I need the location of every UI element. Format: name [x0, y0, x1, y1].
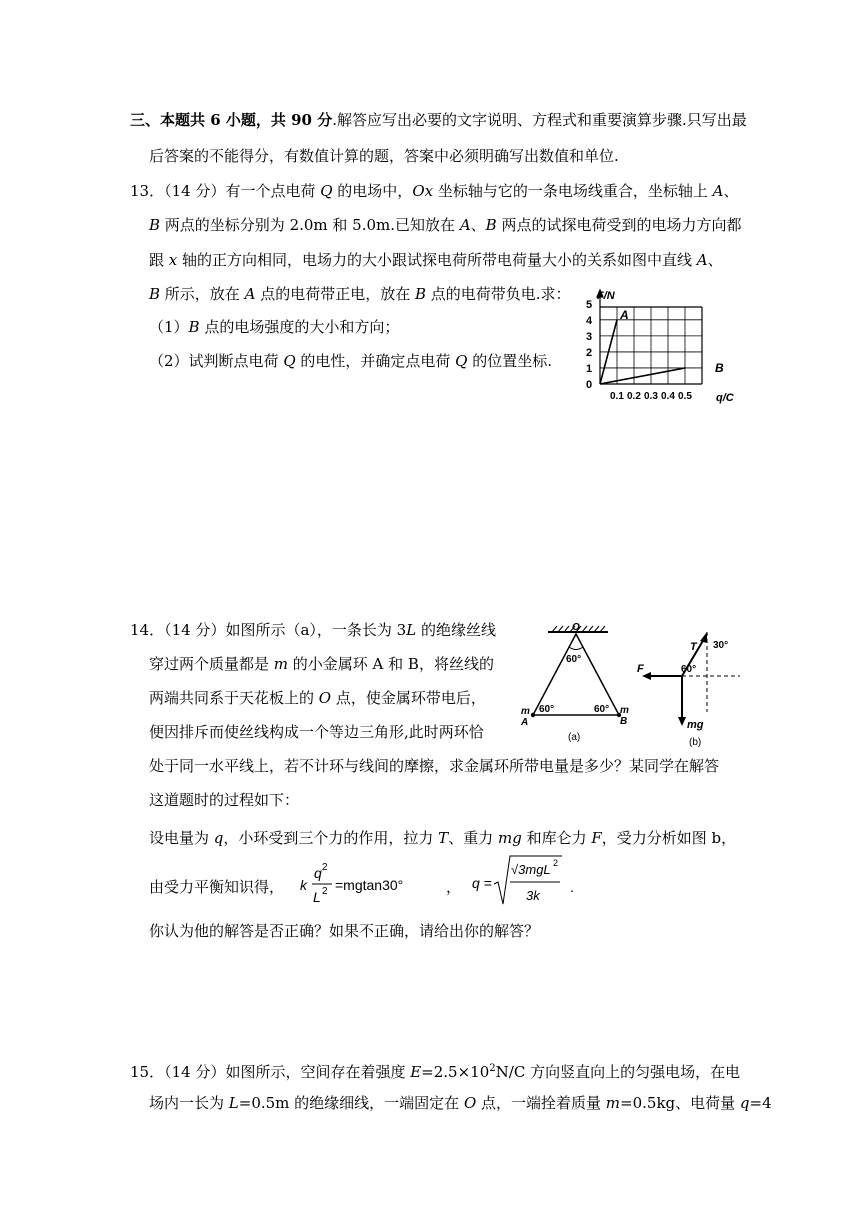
q14-line2: 穿过两个质量都是 m 的小金属环 A 和 B，将丝线的	[149, 655, 494, 673]
fig13-xtick: 0.2	[627, 391, 641, 402]
fig13-lineB-label: B	[715, 361, 724, 375]
fig14a-angle-top: 60°	[566, 654, 582, 665]
q15-line2: 场内一长为 L=0.5m 的绝缘细线，一端固定在 O 点，一端拴着质量 m=0.5kg、电荷量 q=4	[149, 1094, 772, 1112]
eq1-k: k	[300, 877, 307, 893]
section-heading-rest: .解答应写出必要的文字说明、方程式和重要演算步骤.只写出最	[332, 111, 747, 129]
fig14a-angle-A: 60°	[539, 704, 555, 715]
fig14a-mB: m	[620, 705, 629, 716]
fig14a-triangle	[516, 622, 638, 746]
fig13-xtick: 0.4	[661, 391, 675, 402]
fig14a-O: O	[572, 622, 580, 633]
q14-equation-2	[470, 852, 590, 914]
fig13-xlabel: q/C	[716, 392, 734, 404]
fig14a-ring-A	[531, 713, 535, 717]
eq2-denominator: 3k	[526, 888, 540, 903]
q13-subquestion-2: （2）试判断点电荷 Q 的电性，并确定点电荷 Q 的位置坐标.	[149, 352, 553, 370]
fig13-xtick: 0.5	[678, 391, 692, 402]
fig13-graph	[580, 284, 745, 406]
fig13-ylabel: F/N	[597, 290, 615, 302]
fig13-ytick: 1	[586, 362, 593, 375]
fig14b-caption: (b)	[689, 737, 702, 748]
q14-line3: 两端共同系于天花板上的 O 点，使金属环带电后，	[149, 689, 486, 707]
fig13-ytick: 0	[586, 379, 593, 391]
q14-line9: 你认为他的解答是否正确？如果不正确，请给出你的解答？	[149, 922, 540, 940]
eq1-numerator-sup: 2	[322, 862, 328, 873]
eq1-denominator: L	[313, 889, 321, 905]
eq-separator: ，	[446, 878, 462, 896]
q14-line7: 设电量为 q，小环受到三个力的作用，拉力 T、重力 mg 和库仑力 F，受力分析如图 b，	[149, 829, 737, 847]
q13-line2: B 两点的坐标分别为 2.0m 和 5.0m.已知放在 A、B 两点的试探电荷受到的电场力方向都	[149, 216, 742, 234]
q14-line6: 这道题时的过程如下：	[149, 791, 300, 809]
eq2-numerator: √3mgL	[511, 862, 551, 877]
fig14a-A: A	[521, 717, 529, 728]
section-heading-bold: 三、本题共 6 小题，共 90 分	[130, 111, 333, 129]
fig14b-T: T	[690, 641, 697, 653]
fig14a-B: B	[620, 716, 628, 727]
section-heading	[130, 110, 747, 130]
q15-line1: 15．（14 分）如图所示，空间存在着强度 $E=2.5\times 10^2N/C$ 方向竖直向上的匀强电场，在电	[130, 1063, 741, 1081]
fig14b-30deg: 30°	[713, 640, 729, 651]
eq2-q: q =	[472, 875, 492, 891]
fig14b-mg-arrowhead	[678, 717, 686, 726]
fig14a-angle-B: 60°	[594, 704, 610, 715]
eq2-numerator-sup: 2	[553, 858, 559, 868]
fig13-ytick: 4	[586, 314, 593, 327]
eq2-period: .	[570, 879, 574, 895]
fig14b-60deg: 60°	[681, 664, 697, 675]
eq1-rhs: =mgtan30°	[335, 877, 404, 893]
fig13-ytick: 2	[586, 346, 593, 359]
q14-line5: 处于同一水平线上，若不计环与线间的摩擦，求金属环所带电量是多少？某同学在解答	[149, 757, 720, 775]
fig13-xtick: 0.1	[610, 391, 624, 402]
fig13-xtick: 0.3	[644, 391, 658, 402]
q13-subquestion-1: （1）B 点的电场强度的大小和方向；	[149, 318, 400, 336]
section-heading-line2: 后答案的不能得分，有数值计算的题，答案中必须明确写出数值和单位.	[149, 147, 619, 165]
fig14b-force-diagram	[632, 622, 747, 750]
eq1-denominator-sup: 2	[322, 886, 328, 897]
eq1-numerator: q	[314, 865, 322, 881]
fig14b-F: F	[637, 663, 644, 675]
q13-line1: 13．（14 分）有一个点电荷 Q 的电场中，Ox 坐标轴与它的一条电场线重合，坐标轴上 A、	[130, 182, 739, 200]
fig14b-mg: mg	[687, 719, 704, 731]
fig14a-angle-top-arc	[569, 647, 583, 650]
fig14a-mA: m	[521, 706, 530, 717]
q14-equation-1	[298, 858, 448, 910]
fig13-yticks	[586, 299, 593, 391]
q13-line3: 跟 x 轴的正方向相同，电场力的大小跟试探电荷所带电荷量大小的关系如图中直线 A、	[149, 251, 723, 269]
fig13-lineA-label: A	[620, 308, 629, 322]
fig14b-T-arrowhead	[700, 632, 707, 643]
q14-line1: 14．（14 分）如图所示（a），一条长为 3L 的绝缘丝线	[130, 621, 496, 639]
fig13-ytick: 3	[586, 330, 593, 343]
fig13-ytick: 5	[586, 298, 593, 311]
fig14a-triangle-shape	[533, 634, 619, 715]
fig13-series-B	[600, 368, 685, 384]
fig13-xticks	[610, 391, 692, 402]
q13-line4: B 所示，放在 A 点的电荷带正电，放在 B 点的电荷带负电.求：	[149, 285, 571, 303]
fig14a-caption: (a)	[568, 732, 581, 743]
q14-line4: 便因排斥而使丝线构成一个等边三角形,此时两环恰	[149, 723, 484, 741]
q14-line8: 由受力平衡知识得，	[149, 878, 285, 896]
